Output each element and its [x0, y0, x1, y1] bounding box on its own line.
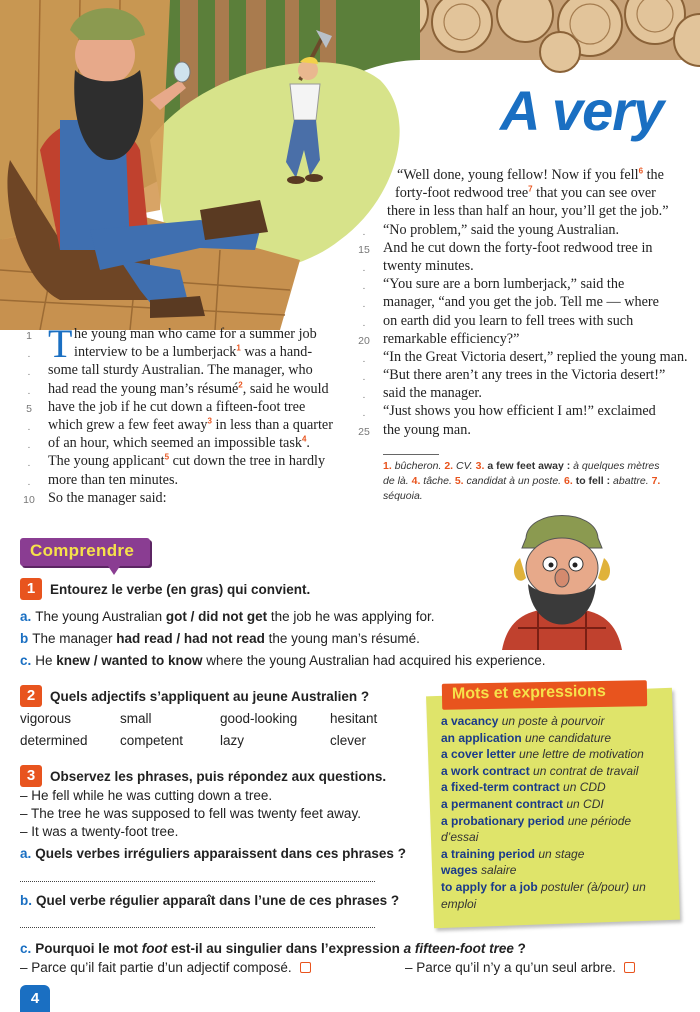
line-text: he young man who came for a summer job	[74, 326, 317, 342]
story-line	[362, 384, 663, 402]
line-text: And he cut down the forty-foot redwood tree in	[383, 239, 653, 256]
item-letter: a.	[20, 609, 32, 624]
line-text: twenty minutes.	[383, 257, 474, 274]
line-text: The young applicant$^5$ cut down the tree in hardly	[48, 452, 326, 470]
line-number: .	[27, 366, 31, 379]
line-number: .	[362, 371, 366, 384]
footnote-ref: 7	[528, 184, 533, 194]
line-text: the young man.	[383, 421, 471, 438]
story-line	[26, 325, 330, 343]
item-letter: b	[20, 631, 29, 646]
vocabulary-entry: to apply for a job postuler (à/pour) un emploi	[441, 879, 646, 911]
story-line	[362, 293, 663, 311]
example-sentence: – It was a twenty-foot tree.	[20, 824, 179, 839]
line-text: on earth did you learn to fell trees with such	[383, 312, 634, 329]
line-text: have the job if he cut down a fifteen-foot tree	[48, 398, 306, 415]
vocabulary-title-banner	[442, 680, 647, 710]
exercise-1-number: 1	[20, 578, 42, 600]
question-expression: a fifteen-foot tree	[403, 941, 514, 956]
line-number: 1	[26, 330, 32, 342]
line-text: forty-foot redwood tree$^7$ that you can see over	[395, 184, 656, 202]
footnote: 1. bûcheron.	[383, 460, 445, 472]
bearded-man-image	[498, 508, 626, 650]
line-number: 25	[358, 425, 370, 438]
example-sentence: – The tree he was supposed to fell was twenty feet away.	[20, 806, 361, 821]
vocabulary-title: Mots et expressions	[451, 682, 606, 703]
question-b	[20, 893, 399, 908]
line-text: “No problem,” said the young Australian.	[383, 221, 620, 238]
line-text: “In the Great Victoria desert,” replied the young man.	[383, 348, 688, 365]
story-line	[27, 343, 330, 361]
checkbox-icon[interactable]	[300, 962, 311, 973]
story-line	[383, 202, 669, 220]
line-text: there in less than half an hour, you’ll get the job.”	[387, 203, 669, 220]
line-number: .	[362, 298, 366, 311]
vocabulary-entry: a probationary period une période d’essai	[441, 813, 632, 845]
footnote-ref: 5	[164, 452, 170, 462]
story-line	[383, 184, 663, 202]
line-number: 5	[26, 402, 32, 415]
story-line	[358, 330, 663, 348]
adjective-option[interactable]: good-looking	[220, 711, 298, 726]
vocabulary-entry: a cover letter une lettre de motivation	[441, 747, 644, 762]
item-text: The manager	[32, 631, 117, 646]
footnote-ref: 1	[236, 343, 241, 353]
line-text: some tall sturdy Australian. The manager, who	[48, 362, 313, 379]
vocabulary-entry: a vacancy un poste à pourvoir	[441, 714, 605, 728]
footnote-ref: 2	[238, 379, 243, 389]
item-choice[interactable]: knew / wanted to know	[56, 653, 203, 668]
line-text: “But there aren’t any trees in the Victoria desert!”	[383, 367, 666, 384]
line-text: remarkable efficiency?”	[383, 330, 520, 347]
item-text: the young man’s résumé.	[264, 631, 420, 646]
line-text: interview to be a lumberjack$^1$ was a hand-	[74, 343, 313, 361]
option-text: – Parce qu’il n’y a qu’un seul arbre.	[405, 960, 616, 975]
story-line	[27, 471, 330, 489]
story-line	[23, 489, 330, 507]
line-number: .	[362, 225, 366, 238]
exercise-3-number: 3	[20, 765, 42, 787]
adjective-option[interactable]: vigorous	[20, 711, 72, 726]
question-text: Quel verbe régulier apparaît dans l’une de ces phrases ?	[36, 893, 400, 908]
adjective-option[interactable]: lazy	[220, 733, 245, 748]
story-line	[27, 416, 333, 434]
question-text: Pourquoi le mot	[35, 941, 142, 956]
story-line	[27, 379, 330, 398]
line-number: .	[27, 384, 31, 397]
option-2	[405, 960, 635, 975]
story-line	[362, 221, 663, 239]
story-line	[358, 239, 663, 257]
question-a	[20, 846, 406, 861]
drop-cap: T	[48, 321, 73, 366]
comprendre-header	[20, 538, 150, 566]
line-number: 15	[358, 243, 370, 256]
story-line	[362, 348, 688, 366]
question-word: foot	[141, 941, 168, 956]
footnote: 4. tâche.	[411, 475, 455, 487]
footnotes	[383, 454, 673, 504]
story-line	[26, 398, 330, 416]
item-text: where the young Australian had acquired his experience.	[202, 653, 546, 668]
line-number: .	[362, 407, 366, 420]
line-number: .	[362, 389, 366, 402]
vocabulary-entry: a work contract un contrat de travail	[441, 763, 639, 778]
question-text: est-il au singulier dans l’expression	[167, 941, 404, 956]
adjective-option[interactable]: small	[120, 711, 152, 726]
question-text: Quels verbes irréguliers apparaissent dans ces phrases ?	[35, 846, 406, 861]
line-text: manager, “and you get the job. Tell me — where	[383, 294, 659, 311]
vocabulary-entry: an application une candidature	[441, 730, 612, 745]
story-line	[27, 434, 330, 452]
page-number: 4	[20, 985, 50, 1012]
answer-line-b[interactable]	[20, 926, 375, 928]
footnote-rule	[383, 454, 439, 455]
story-line	[358, 421, 663, 439]
line-number: .	[27, 420, 31, 433]
item-letter: a.	[20, 846, 32, 861]
story-line	[362, 366, 666, 384]
item-text: The young Australian	[35, 609, 166, 624]
line-number: .	[362, 280, 366, 293]
story-line	[362, 402, 663, 420]
footnote-ref: 4	[301, 434, 307, 444]
item-letter: c.	[20, 941, 32, 956]
option-text: – Parce qu’il fait partie d’un adjectif composé.	[20, 960, 292, 975]
checkbox-icon[interactable]	[624, 962, 635, 973]
line-number: 20	[358, 334, 370, 347]
item-text: the job he was applying for.	[267, 609, 435, 624]
story-line	[362, 312, 663, 330]
footnote: 5. candidat à un poste.	[454, 475, 565, 487]
exercise-3-instruction: Observez les phrases, puis répondez aux questions.	[50, 769, 387, 784]
adjective-option[interactable]: clever	[330, 733, 367, 748]
line-number: .	[362, 352, 366, 365]
footnote-ref: 6	[638, 166, 644, 176]
story-line	[27, 361, 330, 379]
line-text: more than ten minutes.	[48, 471, 179, 488]
line-number: .	[27, 475, 31, 488]
line-number: 10	[23, 493, 35, 506]
line-number: .	[362, 316, 366, 329]
item-letter: c.	[20, 653, 32, 668]
line-number: .	[362, 261, 366, 274]
line-text: “You sure are a born lumberjack,” said the	[383, 276, 625, 293]
line-text: which grew a few feet away$^3$ in less than a quarter	[48, 416, 333, 433]
item-text: He	[35, 653, 57, 668]
question-c	[20, 941, 526, 956]
footnote: 6. to fell : abattre.	[564, 475, 652, 487]
vocabulary-list	[441, 713, 671, 912]
exercise-1-item-a	[20, 609, 434, 624]
item-choice[interactable]: had read / had not read	[116, 631, 265, 646]
vocabulary-entry: wages salaire	[441, 863, 517, 878]
story-line	[362, 275, 663, 293]
exercise-1-item-b	[20, 631, 420, 646]
line-text: said the manager.	[383, 385, 482, 402]
exercise-1-instruction: Entourez le verbe (en gras) qui convient.	[50, 582, 311, 597]
line-text: had read the young man’s résumé$^2$, said he would	[48, 379, 329, 397]
item-choice[interactable]: got / did not get	[165, 609, 268, 624]
line-number: .	[27, 439, 31, 452]
footnote: 3. a few feet away : à quelques mètres de là.	[383, 460, 660, 487]
exercise-2-instruction: Quels adjectifs s’appliquent au jeune Australien ?	[50, 689, 370, 704]
footnote: 7. séquoia.	[383, 475, 661, 502]
line-number: .	[27, 348, 31, 361]
vocabulary-entry: a permanent contract un CDI	[441, 796, 604, 811]
story-text-right	[358, 166, 688, 439]
exercise-2-number: 2	[20, 685, 42, 707]
footnote-ref: 3	[207, 416, 212, 426]
adjective-option[interactable]: hesitant	[330, 711, 378, 726]
line-number: .	[27, 457, 31, 470]
item-letter: b.	[20, 893, 32, 908]
line-text: of an hour, which seemed an impossible task$^4$.	[48, 434, 310, 452]
page-title: A very	[500, 79, 664, 142]
footnote: 2. CV.	[444, 460, 476, 472]
story-line	[362, 257, 663, 275]
option-1	[20, 960, 311, 975]
vocabulary-entry: a training period un stage	[441, 846, 585, 861]
story-line	[27, 452, 330, 470]
speech-tail	[108, 566, 120, 575]
story-text-left	[23, 321, 333, 507]
answer-line-a[interactable]	[20, 880, 375, 882]
vocabulary-entry: a fixed-term contract un CDD	[441, 780, 606, 795]
comprendre-label: Comprendre	[30, 541, 135, 560]
question-text: ?	[513, 941, 526, 956]
line-text: “Just shows you how efficient I am!” exclaimed	[383, 403, 656, 420]
adjective-option[interactable]: competent	[120, 733, 184, 748]
exercise-1-item-c	[20, 653, 546, 668]
adjective-option[interactable]: determined	[20, 733, 88, 748]
line-text: “Well done, young fellow! Now if you fell$^6$ the	[397, 166, 664, 183]
example-sentence: – He fell while he was cutting down a tree.	[20, 788, 273, 803]
story-line	[383, 166, 663, 184]
line-text: So the manager said:	[48, 489, 167, 506]
